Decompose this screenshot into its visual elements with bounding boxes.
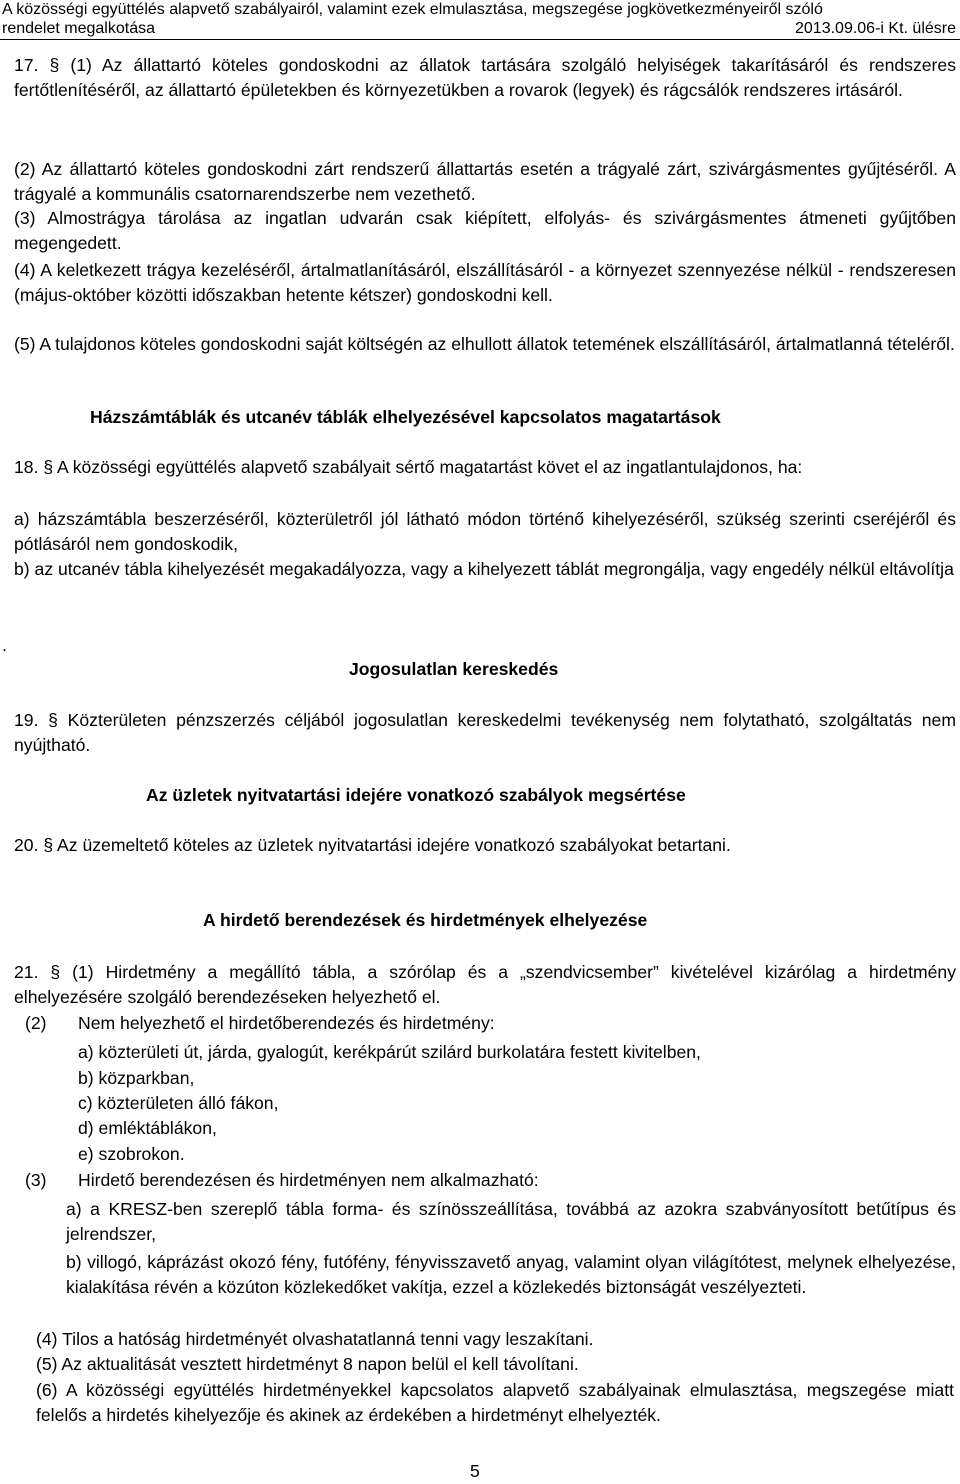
heading-advertising: A hirdető berendezések és hirdetmények elhelyezése bbox=[203, 910, 648, 930]
heading-unauthorized-trade: Jogosulatlan kereskedés bbox=[349, 659, 559, 679]
section-21-para-2-item-d: d) emléktáblákon, bbox=[78, 1118, 217, 1138]
section-18-intro: 18. § A közösségi együttélés alapvető szabályait sértő magatartást követ el az ingatlantulajdonos, ha: bbox=[14, 457, 803, 477]
header-title-line1: A közösségi együttélés alapvető szabályairól, valamint ezek elmulasztása, megszegése jogkövetkezményeiről szóló bbox=[2, 1, 823, 18]
section-21-para-2-number: (2) bbox=[25, 1013, 47, 1033]
heading-opening-hours: Az üzletek nyitvatartási idejére vonatkozó szabályok megsértése bbox=[146, 785, 686, 805]
section-21-para-3-item-b: b) villogó, káprázást okozó fény, futófény, fényvisszavető anyag, valamint olyan világítótest, melynek elhelyezése, kialakítása révén a közúton közlekedőket vakítja, ezzel a közlekedés biztonságát veszélyezteti. bbox=[66, 1252, 956, 1297]
section-21-para-2-item-a: a) közterületi út, járda, gyalogút, kerékpárút szilárd burkolatára festett kivitelben, bbox=[78, 1042, 701, 1062]
section-20: 20. § Az üzemeltető köteles az üzletek nyitvatartási idejére vonatkozó szabályokat betartani. bbox=[14, 835, 731, 855]
section-17-para-4: (4) A keletkezett trágya kezeléséről, ártalmatlanításáról, elszállításáról - a környezet szennyezése nélkül - rendszeresen (május-október közötti időszakban hetente kétszer) gondoskodni kell. bbox=[14, 260, 956, 305]
page-number: 5 bbox=[470, 1461, 480, 1481]
section-21-para-2-item-e: e) szobrokon. bbox=[78, 1144, 185, 1164]
section-21-para-3-item-a: a) a KRESZ-ben szereplő tábla forma- és színösszeállítása, továbbá az azokra szabványosított betűtípus és jelrendszer, bbox=[66, 1199, 956, 1244]
section-18-item-b: b) az utcanév tábla kihelyezését megakadályozza, vagy a kihelyezett táblát megrongálja, vagy engedély nélkül eltávolítja bbox=[14, 559, 954, 579]
section-17-para-1: 17. § (1) Az állattartó köteles gondoskodni az állatok tartására szolgáló helyiségek takarításáról és rendszeres fertőtlenítéséről, az állattartó épületekben és környezetükben a rovarok (legyek) és rágcsálók rendszeres irtásáról. bbox=[14, 55, 956, 100]
section-21-para-4: (4) Tilos a hatóság hirdetményét olvashatatlanná tenni vagy leszakítani. bbox=[36, 1329, 594, 1349]
header-date: 2013.09.06-i Kt. ülésre bbox=[795, 20, 956, 37]
header-rule bbox=[0, 39, 960, 40]
heading-house-number-plates: Házszámtáblák és utcanév táblák elhelyezésével kapcsolatos magatartások bbox=[90, 407, 721, 427]
section-21-para-2-item-c: c) közterületen álló fákon, bbox=[78, 1093, 279, 1113]
section-21-para-5: (5) Az aktualitását vesztett hirdetményt 8 napon belül el kell távolítani. bbox=[36, 1354, 579, 1374]
section-21-para-3-number: (3) bbox=[25, 1170, 47, 1190]
header-title-line2: rendelet megalkotása bbox=[2, 20, 155, 37]
section-21-para-2-text: Nem helyezhető el hirdetőberendezés és hirdetmény: bbox=[78, 1013, 495, 1033]
section-18-item-a: a) házszámtábla beszerzéséről, közterületről jól látható módon történő kihelyezéséről, szükség szerinti cseréjéről és pótlásáról nem gondoskodik, bbox=[14, 509, 956, 554]
section-19: 19. § Közterületen pénzszerzés céljából jogosulatlan kereskedelmi tevékenység nem folytatható, szolgáltatás nem nyújtható. bbox=[14, 710, 956, 755]
section-21-para-3-text: Hirdető berendezésen és hirdetményen nem alkalmazható: bbox=[78, 1170, 539, 1190]
section-21-para-6: (6) A közösségi együttélés hirdetményekkel kapcsolatos alapvető szabályainak elmulasztása, megszegése miatt felelős a hirdetés kihelyezője és akinek az érdekében a hirdetményt elhelyezték. bbox=[36, 1380, 954, 1425]
section-17-para-5: (5) A tulajdonos köteles gondoskodni saját költségén az elhullott állatok tetemének elszállításáról, ártalmatlanná tételéről. bbox=[14, 334, 955, 354]
section-21-para-2-item-b: b) közparkban, bbox=[78, 1068, 195, 1088]
section-21-para-1: 21. § (1) Hirdetmény a megállító tábla, a szórólap és a „szendvicsember” kivételével kizárólag a hirdetmény elhelyezésére szolgáló berendezéseken helyezhető el. bbox=[14, 962, 956, 1007]
page-header bbox=[0, 0, 960, 40]
section-17-para-3: (3) Almostrágya tárolása az ingatlan udvarán csak kiépített, elfolyás- és szivárgásmentes átmeneti gyűjtőben megengedett. bbox=[14, 208, 956, 253]
stray-dot: . bbox=[2, 635, 7, 655]
section-17-para-2: (2) Az állattartó köteles gondoskodni zárt rendszerű állattartás esetén a trágyalé zárt, szivárgásmentes gyűjtéséről. A trágyalé a kommunális csatornarendszerbe nem vezethető. bbox=[14, 159, 956, 204]
